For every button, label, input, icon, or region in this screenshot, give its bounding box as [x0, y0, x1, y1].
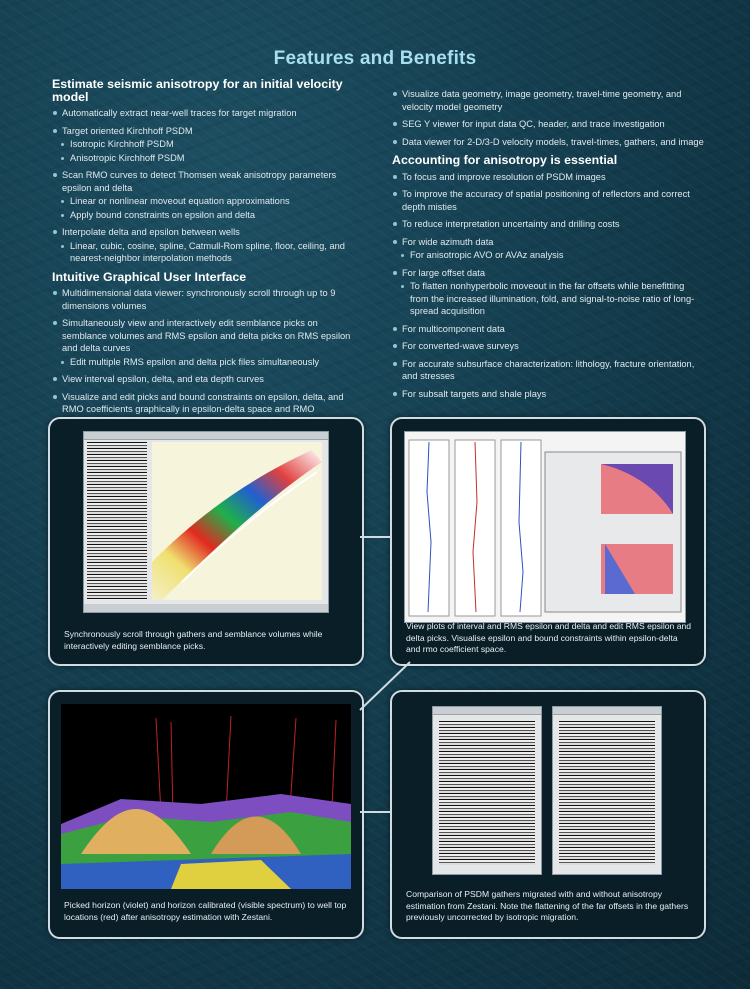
window-titlebar [84, 432, 328, 440]
gathers-panel [390, 690, 706, 939]
bullet-item: Anisotropic Kirchhoff PSDM [52, 152, 352, 165]
rms-curves-display [405, 432, 685, 622]
bullet-item: Target oriented Kirchhoff PSDM [52, 125, 352, 138]
epsilon-delta-panel [390, 417, 706, 666]
bullet-item: Automatically extract near-well traces for target migration [52, 107, 352, 120]
bullet-item: Simultaneously view and interactively edit semblance picks on semblance volumes and RMS epsilon and delta picks on RMS epsilon and delta curves [52, 317, 352, 355]
bullet-item: For multicomponent data [392, 323, 704, 336]
horizon-caption: Picked horizon (violet) and horizon calibrated (visible spectrum) to well top locations (red) after anisotropy estimation with Zestani. [64, 900, 347, 922]
horizon-panel [48, 690, 364, 939]
window-titlebar [553, 707, 661, 715]
bullet-list [52, 287, 352, 428]
bullet-item: Data viewer for 2-D/3-D velocity models, travel-times, gathers, and image [392, 136, 704, 149]
bullet-item: To reduce interpretation uncertainty and drilling costs [392, 218, 704, 231]
bullet-item: For accurate subsurface characterization: lithology, fracture orientation, and stresses [392, 358, 704, 383]
section-heading: Estimate seismic anisotropy for an initial velocity model [52, 77, 343, 104]
gather-anisotropic [559, 721, 655, 865]
bullet-item: For anisotropic AVO or AVAz analysis [392, 249, 704, 262]
bullet-item: Scan RMO curves to detect Thomsen weak anisotropy parameters epsilon and delta [52, 169, 352, 194]
bullet-item: Isotropic Kirchhoff PSDM [52, 138, 352, 151]
epsilon-delta-caption: View plots of interval and RMS epsilon and delta and edit RMS epsilon and delta picks. Visualise epsilon and bound constraints within epsilon-delta and rmo coefficient space. [406, 621, 692, 654]
bullet-item: Linear, cubic, cosine, spline, Catmull-Rom spline, floor, ceiling, and nearest-neighbor interpolation methods [52, 240, 352, 265]
epsilon-delta-screenshot [404, 431, 686, 623]
section-heading: Accounting for anisotropy is essential [392, 153, 618, 167]
bullet-item: Edit multiple RMS epsilon and delta pick files simultaneously [52, 356, 352, 369]
bullet-item: For subsalt targets and shale plays [392, 388, 704, 401]
bullet-item: View interval epsilon, delta, and eta depth curves [52, 373, 352, 386]
gather-isotropic [439, 721, 535, 865]
bullet-item: To improve the accuracy of spatial positioning of reflectors and correct depth misties [392, 188, 704, 213]
right-column [392, 88, 704, 406]
bullet-item: For wide azimuth data [392, 236, 704, 249]
bullet-list [52, 107, 352, 265]
semblance-display [152, 442, 322, 600]
bullet-item: To focus and improve resolution of PSDM images [392, 171, 704, 184]
gathers-caption: Comparison of PSDM gathers migrated with and without anisotropy estimation from Zestani. Note the flattening of the far offsets in the gathers previously uncorrected by isotropic migration. [406, 889, 689, 922]
window-titlebar [433, 707, 541, 715]
status-bar [84, 604, 328, 612]
bullet-item: To flatten nonhyperbolic moveout in the far offsets while benefitting from the increased illumination, fold, and signal-to-noise ratio of long-spread acquisition [392, 280, 704, 318]
semblance-panel [48, 417, 364, 666]
gather-window-left [432, 706, 542, 875]
bullet-item: Visualize and edit picks and bound constraints on epsilon, delta, and RMO coefficients graphically in epsilon-delta space and RMO [52, 391, 352, 429]
horizon-3d-view [61, 704, 351, 889]
semblance-caption: Synchronously scroll through gathers and semblance volumes while interactively editing semblance picks. [64, 629, 323, 651]
bullet-item: SEG Y viewer for input data QC, header, and trace investigation [392, 118, 704, 131]
bullet-item: For converted-wave surveys [392, 340, 704, 353]
gather-window-right [552, 706, 662, 875]
left-column [52, 78, 352, 434]
page-title: Features and Benefits [273, 48, 477, 69]
bullet-item: Visualize data geometry, image geometry, travel-time geometry, and velocity model geometry [392, 88, 704, 113]
gather-display [87, 442, 147, 600]
bullet-list [392, 88, 704, 148]
semblance-screenshot [83, 431, 329, 613]
bullet-item: Interpolate delta and epsilon between wells [52, 226, 352, 239]
bullet-item: Multidimensional data viewer: synchronously scroll through up to 9 dimensions volumes [52, 287, 352, 312]
bullet-item: For large offset data [392, 267, 704, 280]
bullet-item: Linear or nonlinear moveout equation approximations [52, 195, 352, 208]
section-heading: Intuitive Graphical User Interface [52, 269, 247, 284]
bullet-item: Apply bound constraints on epsilon and delta [52, 209, 352, 222]
bullet-list [392, 171, 704, 401]
